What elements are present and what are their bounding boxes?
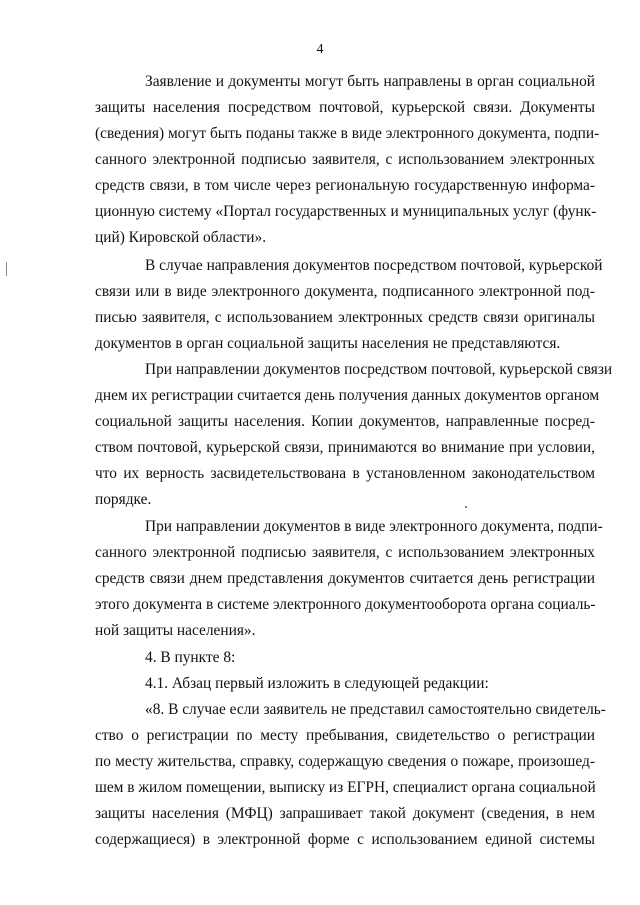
paragraph-line: шем в жилом помещении, выписку из ЕГРН, специалист органа социальной [95, 779, 596, 796]
paragraph-line: 4. В пункте 8: [145, 649, 236, 666]
paragraph-line: по месту жительства, справку, содержащую сведения о пожаре, произошед- [95, 753, 595, 770]
paragraph-line: (сведения) могут быть поданы также в виде электронного документа, подпи- [95, 125, 600, 142]
paragraph-line: ционную систему «Портал государственных и муниципальных услуг (функ- [95, 203, 597, 220]
paragraph-line: связи или в виде электронного документа, подписанного электронной под- [95, 283, 595, 300]
paragraph-line: При направлении документов посредством почтовой, курьерской связи [145, 361, 613, 378]
paragraph-line: что их верность засвидетельствована в установленном законодательством [95, 465, 595, 482]
paragraph-line: санного электронной подписью заявителя, с использованием электронных [95, 151, 595, 168]
paragraph-line: порядке. [95, 491, 152, 508]
paragraph-line: писью заявителя, с использованием электронных средств связи оригиналы [95, 309, 595, 326]
paragraph-line: При направлении документов в виде электронного документа, подпи- [145, 518, 603, 535]
paragraph-line: днем их регистрации считается день получения данных документов органом [95, 387, 600, 404]
paragraph-line: «8. В случае если заявитель не представил самостоятельно свидетель- [145, 701, 606, 718]
paragraph-line: ций) Кировской области». [95, 229, 267, 246]
paragraph-line: средств связи днем представления документов считается день регистрации [95, 570, 595, 587]
paragraph-line: средств связи, в том числе через региональную государственную информа- [95, 177, 595, 194]
paragraph-line: содержащиеся) в электронной форме с использованием единой системы [95, 831, 595, 848]
paragraph-line: защиты населения посредством почтовой, курьерской связи. Документы [95, 99, 595, 116]
scan-speck [465, 506, 467, 508]
paragraph-line: В случае направления документов посредством почтовой, курьерской [145, 257, 603, 274]
paragraph-line: 4.1. Абзац первый изложить в следующей редакции: [145, 675, 489, 692]
paragraph-line: ством почтовой, курьерской связи, принимаются во внимание при условии, [95, 439, 595, 456]
paragraph-line: ной защиты населения». [95, 622, 256, 639]
paragraph-line: социальной защиты населения. Копии документов, направленные посред- [95, 413, 595, 430]
paragraph-line: этого документа в системе электронного документооборота органа социаль- [95, 596, 596, 613]
page-number: 4 [316, 42, 324, 57]
paragraph-line: документов в орган социальной защиты населения не представляются. [95, 335, 561, 352]
paragraph-line: защиты населения (МФЦ) запрашивает такой документ (сведения, в нем [95, 805, 595, 822]
paragraph-line: ство о регистрации по месту пребывания, свидетельство о регистрации [95, 727, 595, 744]
scan-edge-mark [6, 262, 7, 276]
paragraph-line: санного электронной подписью заявителя, с использованием электронных [95, 544, 595, 561]
paragraph-line: Заявление и документы могут быть направлены в орган социальной [145, 73, 595, 90]
